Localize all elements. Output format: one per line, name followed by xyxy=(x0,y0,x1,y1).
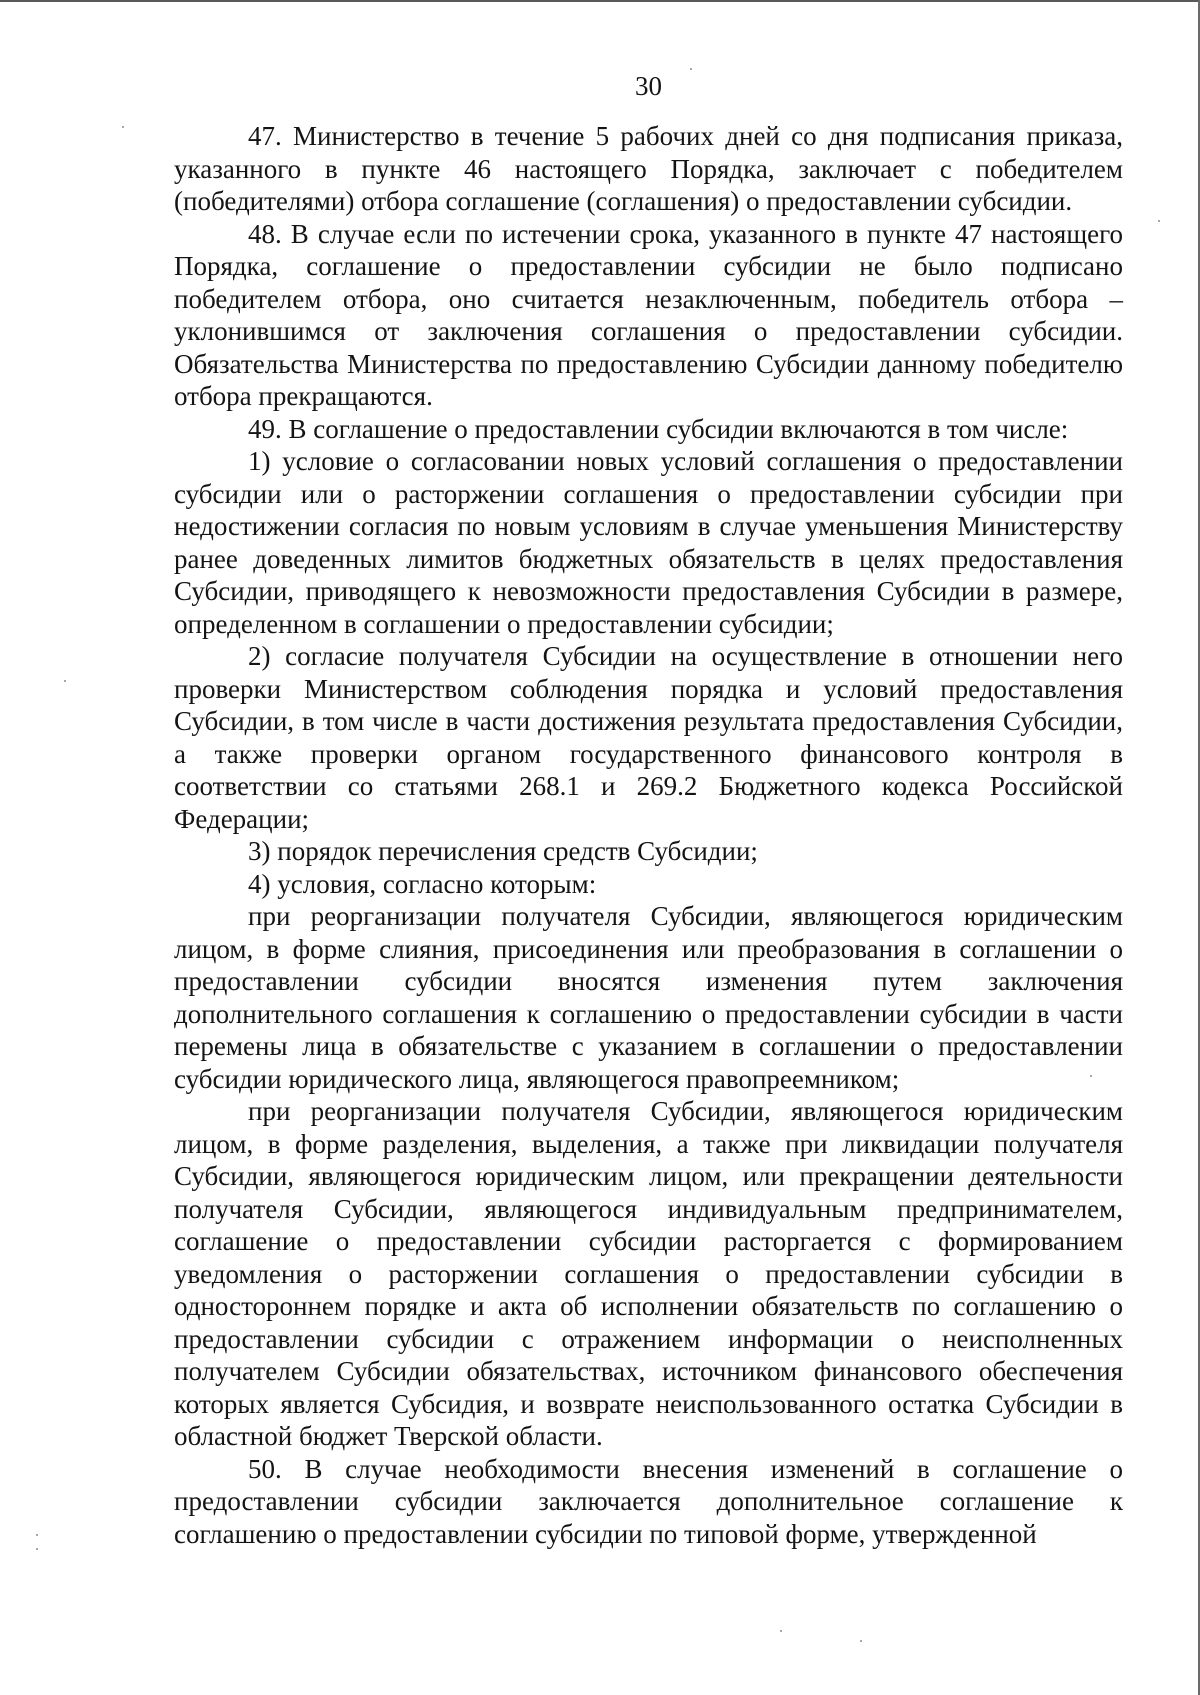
document-page xyxy=(174,70,1123,1550)
page-number: 30 xyxy=(635,71,662,101)
paragraph-48: 48. В случае если по истечении срока, указанного в пункте 47 настоящего Порядка, соглашение о предоставлении субсидии не было подписано победителем отбора, оно считается незаключенным, победитель отбора – уклонившимся от заключения соглашения о предоставлении субсидии. Обязательства Министерства по предоставлению Субсидии данному победителю отбора прекращаются. xyxy=(174,218,1123,411)
paragraph-47: 47. Министерство в течение 5 рабочих дней со дня подписания приказа, указанного в пункте 46 настоящего Порядка, заключает с победителем (победителями) отбора соглашение (соглашения) о предоставлении субсидии. xyxy=(174,121,1123,216)
scan-speck xyxy=(36,1534,38,1536)
scan-speck xyxy=(690,68,692,70)
scan-speck xyxy=(780,1630,782,1632)
scan-speck xyxy=(860,1640,862,1642)
scan-speck xyxy=(36,1548,38,1550)
paragraph-49-item-4: 4) условия, согласно которым: xyxy=(248,868,597,899)
scan-edge-top xyxy=(0,0,1200,2)
paragraph-49-item-4-clause-2: при реорганизации получателя Субсидии, являющегося юридическим лицом, в форме разделения, выделения, а также при ликвидации получателя Субсидии, являющегося юридическим лицом, или прекращении деятельности получателя Субсидии, являющегося индивидуальным предпринимателем, соглашение о предоставлении субсидии расторгается с формированием уведомления о расторжении соглашения о предоставлении субсидии в одностороннем порядке и акта об исполнении обязательств по соглашению о предоставлении субсидии с отражением информации о неисполненных получателем Субсидии обязательствах, источником финансового обеспечения которых является Субсидия, и возврате неиспользованного остатка Субсидии в областной бюджет Тверской области. xyxy=(174,1096,1123,1451)
scan-speck xyxy=(122,126,124,128)
paragraph-49-item-4-clause-1: при реорганизации получателя Субсидии, являющегося юридическим лицом, в форме слияния, присоединения или преобразования в соглашении о предоставлении субсидии вносятся изменения путем заключения дополнительного соглашения к соглашению о предоставлении субсидии в части перемены лица в обязательстве с указанием в соглашении о предоставлении субсидии юридического лица, являющегося правопреемником; xyxy=(174,901,1123,1094)
paragraph-49-item-3: 3) порядок перечисления средств Субсидии; xyxy=(248,836,758,866)
paragraph-49: 49. В соглашение о предоставлении субсидии включаются в том числе: xyxy=(248,413,1069,444)
scan-speck xyxy=(1090,1075,1092,1077)
scan-speck xyxy=(64,680,66,682)
paragraph-50: 50. В случае необходимости внесения изменений в соглашение о предоставлении субсидии заключается дополнительное соглашение к соглашению о предоставлении субсидии по типовой форме, утвержденной xyxy=(174,1453,1123,1549)
scan-speck xyxy=(1158,220,1160,222)
paragraph-49-item-2: 2) согласие получателя Субсидии на осуществление в отношении него проверки Министерством соблюдения порядка и условий предоставления Субсидии, в том числе в части достижения результата предоставления Субсидии, а также проверки органом государственного финансового контроля в соответствии со статьями 268.1 и 269.2 Бюджетного кодекса Российской Федерации; xyxy=(174,641,1123,834)
paragraph-49-item-1: 1) условие о согласовании новых условий соглашения о предоставлении субсидии или о расторжении соглашения о предоставлении субсидии при недостижении согласия по новым условиям в случае уменьшения Министерству ранее доведенных лимитов бюджетных обязательств в целях предоставления Субсидии, приводящего к невозможности предоставления Субсидии в размере, определенном в соглашении о предоставлении субсидии; xyxy=(174,446,1123,639)
